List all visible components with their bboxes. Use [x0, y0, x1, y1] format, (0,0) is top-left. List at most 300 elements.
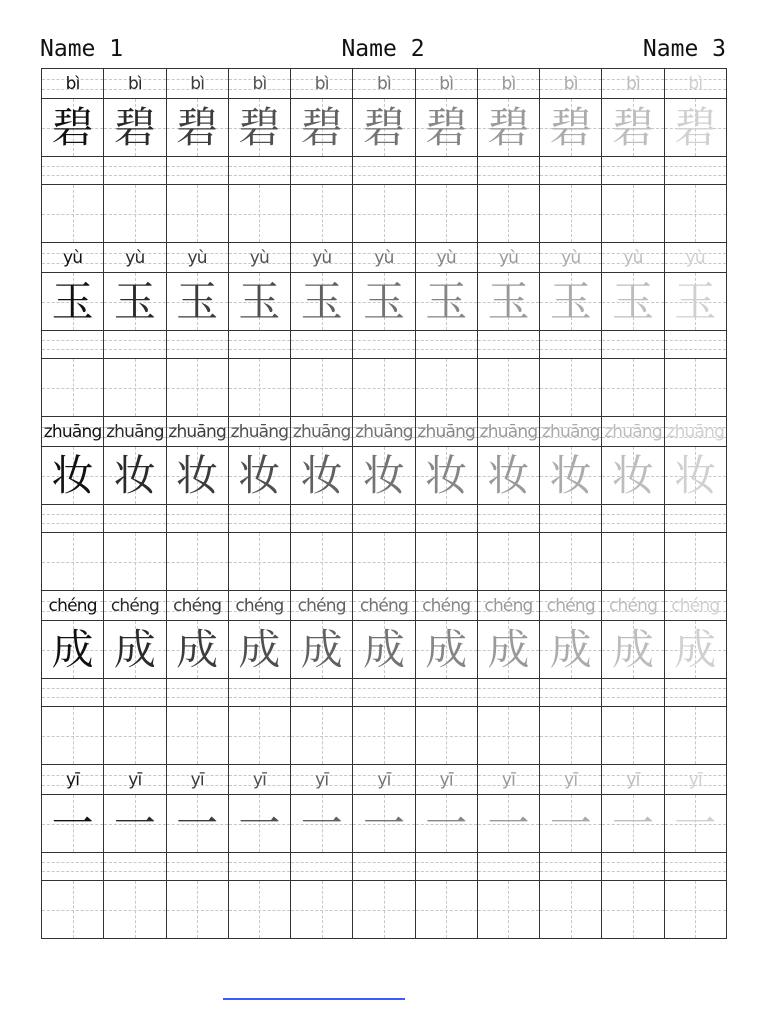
pinyin-practice-cell[interactable]: [602, 505, 664, 533]
guide-line-horizontal: [291, 562, 352, 563]
character-cell: [602, 795, 664, 853]
character-cell: [353, 99, 415, 157]
character-glyph: 碧: [51, 102, 94, 152]
pinyin-practice-cell[interactable]: [291, 505, 353, 533]
writing-practice-cell[interactable]: [540, 359, 602, 417]
pinyin-cell: [353, 69, 415, 99]
guide-line-horizontal: [540, 214, 601, 215]
pinyin-text: zhuāng: [479, 421, 538, 442]
pinyin-cell: [416, 591, 478, 621]
writing-practice-cell[interactable]: [229, 881, 291, 939]
pinyin-practice-cell[interactable]: [104, 157, 166, 185]
writing-practice-cell[interactable]: [478, 185, 540, 243]
writing-practice-cell[interactable]: [167, 707, 229, 765]
pinyin-cell: [229, 243, 291, 273]
character-cell: [229, 273, 291, 331]
pinyin-text: zhuāng: [541, 421, 600, 442]
pinyin-practice-cell[interactable]: [167, 157, 229, 185]
writing-practice-cell[interactable]: [478, 359, 540, 417]
writing-practice-cell[interactable]: [42, 707, 104, 765]
pinyin-practice-row: [42, 157, 727, 185]
pinyin-practice-cell[interactable]: [104, 853, 166, 881]
character-cell: [540, 273, 602, 331]
pinyin-text: bì: [190, 73, 205, 94]
character-glyph: 一: [549, 798, 592, 848]
pinyin-cell: [416, 69, 478, 99]
writing-practice-cell[interactable]: [602, 881, 664, 939]
guide-line-horizontal: [353, 736, 414, 737]
character-glyph: 玉: [300, 276, 343, 326]
guide-line-horizontal: [42, 562, 103, 563]
pinyin-text: yù: [63, 247, 83, 268]
writing-practice-cell[interactable]: [353, 359, 415, 417]
writing-practice-cell[interactable]: [291, 533, 353, 591]
pinyin-text: yī: [190, 769, 204, 790]
character-cell: [42, 795, 104, 853]
character-cell: [540, 621, 602, 679]
pinyin-cell: [42, 591, 104, 621]
character-glyph: 成: [238, 624, 281, 674]
pinyin-practice-row: [42, 505, 727, 533]
pinyin-practice-cell[interactable]: [42, 331, 104, 359]
pinyin-practice-cell[interactable]: [229, 679, 291, 707]
pinyin-practice-cell[interactable]: [540, 505, 602, 533]
writing-practice-cell[interactable]: [416, 707, 478, 765]
pinyin-text: yù: [561, 247, 581, 268]
pinyin-cell: [291, 417, 353, 447]
pinyin-text: yù: [125, 247, 145, 268]
character-cell: [104, 621, 166, 679]
pinyin-cell: [416, 765, 478, 795]
guide-line-horizontal: [291, 214, 352, 215]
guide-line-horizontal: [353, 214, 414, 215]
pinyin-cell: [229, 417, 291, 447]
pinyin-practice-cell[interactable]: [229, 331, 291, 359]
pinyin-practice-cell[interactable]: [353, 157, 415, 185]
writing-practice-cell[interactable]: [104, 185, 166, 243]
writing-practice-cell[interactable]: [540, 533, 602, 591]
character-cell: [42, 621, 104, 679]
pinyin-cell: [602, 765, 664, 795]
pinyin-cell: [602, 591, 664, 621]
pinyin-row: [42, 765, 727, 795]
guide-line-horizontal: [229, 214, 290, 215]
pinyin-text: yù: [436, 247, 456, 268]
character-cell: [104, 273, 166, 331]
pinyin-text: yī: [66, 769, 80, 790]
character-glyph: 玉: [238, 276, 281, 326]
pinyin-text: bì: [626, 73, 640, 94]
character-glyph: 一: [612, 798, 655, 848]
pinyin-text: chéng: [359, 595, 409, 616]
pinyin-cell: [104, 417, 166, 447]
pinyin-practice-cell[interactable]: [540, 679, 602, 707]
pinyin-practice-cell[interactable]: [291, 853, 353, 881]
pinyin-practice-cell[interactable]: [104, 679, 166, 707]
writing-practice-cell[interactable]: [42, 881, 104, 939]
character-row: [42, 273, 727, 331]
character-glyph: 碧: [300, 102, 343, 152]
pinyin-cell: [291, 591, 353, 621]
character-glyph: 玉: [487, 276, 530, 326]
pinyin-text: zhuāng: [355, 421, 413, 442]
pinyin-cell: [602, 243, 664, 273]
pinyin-text: chéng: [422, 595, 471, 616]
character-glyph: 妆: [487, 450, 530, 500]
writing-practice-cell[interactable]: [167, 881, 229, 939]
pinyin-text: chéng: [297, 595, 346, 616]
writing-practice-cell[interactable]: [353, 185, 415, 243]
character-glyph: 玉: [51, 276, 94, 326]
guide-line-horizontal: [229, 562, 290, 563]
name-label-2: Name 2: [341, 36, 425, 62]
character-cell: [602, 99, 664, 157]
character-glyph: 妆: [612, 450, 655, 500]
pinyin-text: zhuāng: [604, 421, 662, 442]
guide-line-horizontal: [416, 214, 477, 215]
guide-line-horizontal: [478, 736, 539, 737]
character-block: [42, 417, 727, 591]
pinyin-practice-cell[interactable]: [167, 679, 229, 707]
writing-practice-cell[interactable]: [291, 707, 353, 765]
guide-line-horizontal: [540, 910, 601, 911]
character-glyph: 妆: [674, 450, 717, 500]
writing-practice-cell[interactable]: [602, 185, 664, 243]
character-glyph: 玉: [549, 276, 592, 326]
writing-practice-cell[interactable]: [104, 359, 166, 417]
guide-line-horizontal: [416, 736, 477, 737]
character-cell: [416, 99, 478, 157]
pinyin-text: chéng: [110, 595, 159, 616]
pinyin-text: yù: [249, 247, 270, 268]
pinyin-practice-cell[interactable]: [353, 331, 415, 359]
writing-practice-cell[interactable]: [665, 881, 727, 939]
pinyin-practice-cell[interactable]: [416, 157, 478, 185]
guide-line-horizontal: [665, 910, 726, 911]
character-glyph: 玉: [176, 276, 219, 326]
guide-line-horizontal: [353, 388, 414, 389]
pinyin-practice-cell[interactable]: [602, 331, 664, 359]
character-cell: [104, 99, 166, 157]
pinyin-practice-cell[interactable]: [665, 331, 727, 359]
pinyin-row: [42, 417, 727, 447]
writing-practice-cell[interactable]: [540, 707, 602, 765]
pinyin-cell: [478, 417, 540, 447]
pinyin-text: yù: [312, 247, 332, 268]
writing-practice-cell[interactable]: [229, 185, 291, 243]
character-cell: [104, 447, 166, 505]
writing-practice-cell[interactable]: [353, 881, 415, 939]
character-cell: [416, 795, 478, 853]
pinyin-cell: [602, 417, 664, 447]
character-glyph: 一: [51, 798, 94, 848]
pinyin-cell: [540, 765, 602, 795]
pinyin-cell: [540, 243, 602, 273]
character-cell: [353, 621, 415, 679]
character-cell: [665, 273, 727, 331]
pinyin-cell: [353, 243, 415, 273]
pinyin-cell: [104, 591, 166, 621]
guide-line-horizontal: [416, 910, 477, 911]
pinyin-practice-cell[interactable]: [353, 679, 415, 707]
character-cell: [665, 795, 727, 853]
writing-practice-cell[interactable]: [104, 707, 166, 765]
pinyin-practice-cell[interactable]: [478, 853, 540, 881]
pinyin-row: [42, 591, 727, 621]
pinyin-text: chéng: [671, 595, 720, 616]
character-glyph: 碧: [113, 102, 156, 152]
pinyin-text: zhuāng: [230, 421, 289, 442]
character-glyph: 成: [362, 624, 405, 674]
character-glyph: 碧: [238, 102, 281, 152]
pinyin-practice-cell[interactable]: [540, 157, 602, 185]
pinyin-row: [42, 243, 727, 273]
writing-practice-cell[interactable]: [602, 707, 664, 765]
pinyin-practice-cell[interactable]: [478, 157, 540, 185]
pinyin-practice-row: [42, 853, 727, 881]
writing-practice-cell[interactable]: [478, 881, 540, 939]
character-cell: [167, 99, 229, 157]
writing-practice-cell[interactable]: [229, 533, 291, 591]
pinyin-practice-row: [42, 679, 727, 707]
character-glyph: 碧: [487, 102, 530, 152]
pinyin-text: chéng: [173, 595, 222, 616]
pinyin-cell: [167, 243, 229, 273]
pinyin-cell: [540, 417, 602, 447]
character-glyph: 妆: [549, 450, 592, 500]
pinyin-practice-cell[interactable]: [167, 331, 229, 359]
writing-practice-cell[interactable]: [416, 185, 478, 243]
writing-practice-cell[interactable]: [229, 707, 291, 765]
pinyin-text: chéng: [235, 595, 284, 616]
guide-line-horizontal: [104, 910, 165, 911]
pinyin-cell: [291, 243, 353, 273]
character-cell: [229, 621, 291, 679]
pinyin-cell: [665, 591, 727, 621]
character-glyph: 玉: [674, 276, 717, 326]
pinyin-practice-cell[interactable]: [167, 505, 229, 533]
pinyin-cell: [665, 243, 727, 273]
pinyin-cell: [291, 765, 353, 795]
pinyin-practice-cell[interactable]: [665, 853, 727, 881]
pinyin-practice-cell[interactable]: [42, 157, 104, 185]
guide-line-horizontal: [665, 214, 726, 215]
pinyin-practice-cell[interactable]: [540, 331, 602, 359]
pinyin-cell: [478, 591, 540, 621]
pinyin-practice-cell[interactable]: [229, 157, 291, 185]
pinyin-cell: [353, 765, 415, 795]
writing-practice-cell[interactable]: [167, 359, 229, 417]
pinyin-practice-cell[interactable]: [42, 853, 104, 881]
character-glyph: 妆: [238, 450, 281, 500]
pinyin-practice-cell[interactable]: [291, 157, 353, 185]
pinyin-text: bì: [688, 73, 703, 94]
pinyin-cell: [665, 765, 727, 795]
pinyin-practice-cell[interactable]: [353, 853, 415, 881]
guide-line-horizontal: [353, 910, 414, 911]
pinyin-practice-cell[interactable]: [353, 505, 415, 533]
character-glyph: 成: [674, 624, 717, 674]
pinyin-cell: [104, 243, 166, 273]
writing-practice-cell[interactable]: [353, 533, 415, 591]
pinyin-practice-cell[interactable]: [416, 853, 478, 881]
pinyin-practice-cell[interactable]: [416, 331, 478, 359]
character-cell: [42, 273, 104, 331]
writing-practice-cell[interactable]: [416, 881, 478, 939]
writing-practice-cell[interactable]: [602, 359, 664, 417]
name-label-1: Name 1: [40, 36, 124, 62]
writing-practice-cell[interactable]: [665, 533, 727, 591]
pinyin-text: bì: [377, 73, 391, 94]
writing-practice-cell[interactable]: [291, 185, 353, 243]
pinyin-text: bì: [501, 73, 516, 94]
writing-practice-cell[interactable]: [42, 359, 104, 417]
pinyin-cell: [42, 417, 104, 447]
character-cell: [478, 447, 540, 505]
pinyin-practice-cell[interactable]: [42, 679, 104, 707]
pinyin-text: chéng: [48, 595, 97, 616]
character-cell: [353, 795, 415, 853]
character-cell: [167, 447, 229, 505]
pinyin-practice-cell[interactable]: [478, 505, 540, 533]
character-glyph: 一: [300, 798, 343, 848]
character-cell: [665, 99, 727, 157]
writing-practice-cell[interactable]: [602, 533, 664, 591]
character-glyph: 妆: [300, 450, 343, 500]
character-glyph: 妆: [51, 450, 94, 500]
pinyin-practice-cell[interactable]: [665, 505, 727, 533]
writing-practice-cell[interactable]: [540, 881, 602, 939]
pinyin-text: yī: [439, 769, 453, 790]
writing-practice-cell[interactable]: [353, 707, 415, 765]
character-cell: [540, 99, 602, 157]
pinyin-text: yī: [626, 769, 640, 790]
pinyin-text: zhuāng: [43, 421, 102, 442]
pinyin-practice-cell[interactable]: [540, 853, 602, 881]
pinyin-practice-cell[interactable]: [602, 679, 664, 707]
pinyin-practice-cell[interactable]: [602, 157, 664, 185]
writing-practice-cell[interactable]: [478, 707, 540, 765]
guide-line-horizontal: [167, 736, 228, 737]
guide-line-horizontal: [42, 388, 103, 389]
writing-practice-cell[interactable]: [167, 185, 229, 243]
pinyin-cell: [478, 69, 540, 99]
guide-line-horizontal: [540, 562, 601, 563]
pinyin-cell: [167, 765, 229, 795]
pinyin-practice-cell[interactable]: [167, 853, 229, 881]
character-glyph: 一: [238, 798, 281, 848]
writing-practice-cell[interactable]: [416, 359, 478, 417]
character-glyph: 碧: [674, 102, 717, 152]
pinyin-text: bì: [65, 73, 80, 94]
pinyin-practice-cell[interactable]: [416, 679, 478, 707]
pinyin-text: chéng: [484, 595, 533, 616]
pinyin-cell: [104, 69, 166, 99]
writing-practice-cell[interactable]: [478, 533, 540, 591]
pinyin-practice-cell[interactable]: [291, 331, 353, 359]
pinyin-practice-cell[interactable]: [478, 679, 540, 707]
character-cell: [353, 273, 415, 331]
footer-link[interactable]: [223, 998, 405, 1000]
pinyin-practice-row: [42, 331, 727, 359]
guide-line-horizontal: [104, 388, 165, 389]
character-glyph: 一: [362, 798, 405, 848]
pinyin-cell: [353, 417, 415, 447]
pinyin-text: yī: [564, 769, 578, 790]
pinyin-practice-cell[interactable]: [665, 679, 727, 707]
guide-line-horizontal: [416, 388, 477, 389]
character-cell: [167, 273, 229, 331]
pinyin-practice-cell[interactable]: [229, 853, 291, 881]
writing-practice-cell[interactable]: [665, 707, 727, 765]
writing-practice-cell[interactable]: [42, 533, 104, 591]
writing-practice-cell[interactable]: [540, 185, 602, 243]
character-row: [42, 447, 727, 505]
character-glyph: 成: [113, 624, 156, 674]
pinyin-practice-cell[interactable]: [104, 331, 166, 359]
guide-line-horizontal: [416, 562, 477, 563]
writing-practice-cell[interactable]: [291, 881, 353, 939]
pinyin-text: chéng: [546, 595, 595, 616]
pinyin-text: yī: [315, 769, 329, 790]
writing-practice-cell[interactable]: [104, 881, 166, 939]
pinyin-cell: [665, 417, 727, 447]
guide-line-horizontal: [478, 562, 539, 563]
pinyin-text: yù: [187, 247, 207, 268]
writing-practice-cell[interactable]: [291, 359, 353, 417]
pinyin-text: bì: [439, 73, 454, 94]
name-label-3: Name 3: [642, 36, 726, 62]
pinyin-practice-cell[interactable]: [229, 505, 291, 533]
character-cell: [42, 99, 104, 157]
character-cell: [291, 99, 353, 157]
character-row: [42, 795, 727, 853]
pinyin-text: yù: [685, 247, 705, 268]
writing-practice-cell[interactable]: [229, 359, 291, 417]
guide-line-horizontal: [42, 736, 103, 737]
writing-practice-cell[interactable]: [416, 533, 478, 591]
writing-practice-cell[interactable]: [167, 533, 229, 591]
pinyin-practice-cell[interactable]: [602, 853, 664, 881]
pinyin-practice-cell[interactable]: [104, 505, 166, 533]
pinyin-cell: [42, 69, 104, 99]
character-glyph: 玉: [612, 276, 655, 326]
pinyin-practice-cell[interactable]: [291, 679, 353, 707]
writing-practice-cell[interactable]: [42, 185, 104, 243]
guide-line-horizontal: [104, 214, 165, 215]
pinyin-text: bì: [563, 73, 578, 94]
pinyin-cell: [167, 591, 229, 621]
pinyin-practice-cell[interactable]: [42, 505, 104, 533]
writing-practice-cell[interactable]: [104, 533, 166, 591]
pinyin-practice-cell[interactable]: [478, 331, 540, 359]
writing-practice-cell[interactable]: [665, 185, 727, 243]
pinyin-text: yù: [498, 247, 519, 268]
character-block: [42, 591, 727, 765]
pinyin-text: yī: [688, 769, 702, 790]
pinyin-practice-cell[interactable]: [416, 505, 478, 533]
guide-line-horizontal: [602, 214, 663, 215]
character-glyph: 成: [425, 624, 468, 674]
character-row: [42, 621, 727, 679]
character-cell: [478, 99, 540, 157]
writing-practice-cell[interactable]: [665, 359, 727, 417]
pinyin-text: yī: [252, 769, 267, 790]
pinyin-practice-cell[interactable]: [665, 157, 727, 185]
character-cell: [416, 273, 478, 331]
guide-line-horizontal: [665, 388, 726, 389]
guide-line-horizontal: [167, 910, 228, 911]
